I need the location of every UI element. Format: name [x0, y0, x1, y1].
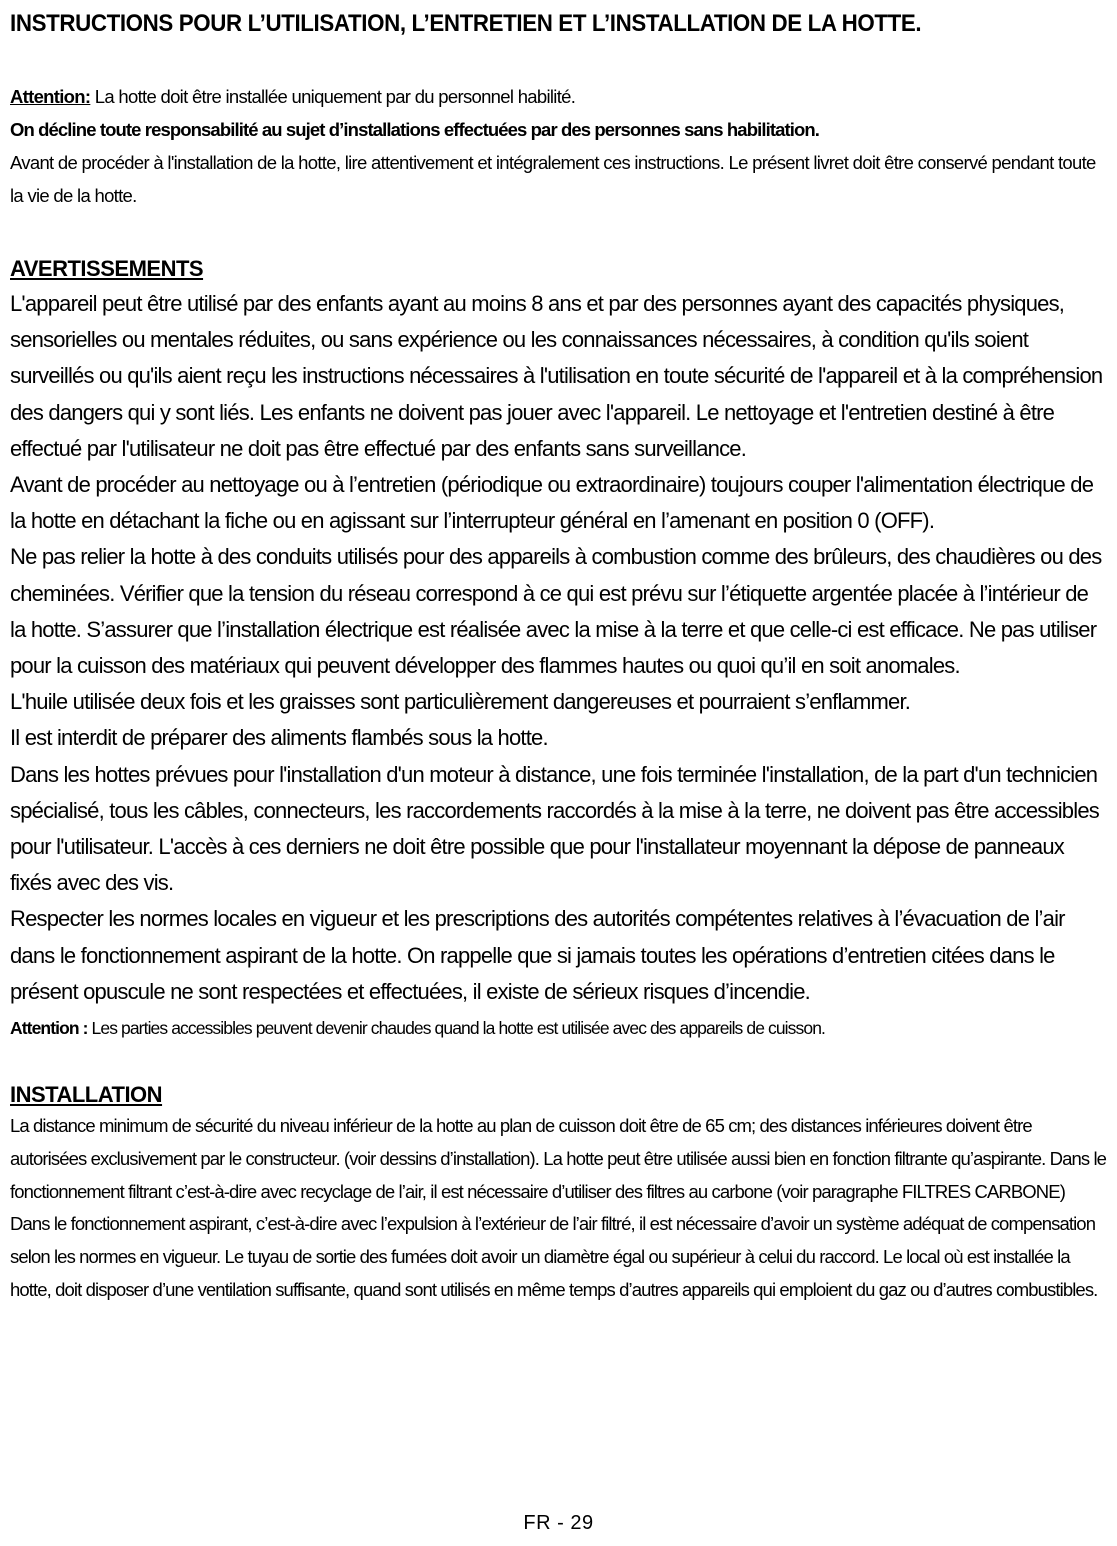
warning-paragraph: Avant de procéder au nettoyage ou à l’entretien (périodique ou extraordinaire) toujours couper l'alimentation électrique de la hotte en détachant la fiche ou en agissant sur l’interrupteur général en l’amenant en position 0 (OFF). [10, 472, 1094, 534]
installation-text: La distance minimum de sécurité du niveau inférieur de la hotte au plan de cuisson doit être de 65 cm; des distances inférieures doivent être autorisées exclusivement par le constructeur. (voir dessins d’installation). La hotte peut être utilisée aussi bien en fonction filtrante qu’aspirante. Dans le fonctionnement filtrant c’est-à-dire avec recyclage de l’air, il est nécessaire d’utiliser des filtres au carbone (voir paragraphe FILTRES CARBONE) Dans le fonctionnement aspirant, c’est-à-dire avec l’expulsion à l’extérieur de l’air filtré, il est nécessaire d’avoir un système adéquat de compensation selon les normes en vigueur. Le tuyau de sortie des fumées doit avoir un diamètre égal ou supérieur à celui du raccord. Le local où est installée la hotte, doit disposer d’une ventilation suffisante, quand sont utilisés en même temps d’autres appareils qui emploient du gaz ou d’autres combustibles. [10, 1115, 1107, 1301]
warning-paragraph: Ne pas relier la hotte à des conduits utilisés pour des appareils à combustion comme des brûleurs, des chaudières ou des cheminées. Vérifier que la tension du réseau correspond à ce qui est prévu sur l’étiquette argentée placée à l’intérieur de la hotte. S’assurer que l’installation électrique est réalisée avec la mise à la terre et que celle-ci est efficace. Ne pas utiliser pour la cuisson des matériaux qui peuvent développer des flammes hautes ou quoi qu’il en soit anomales. [10, 544, 1102, 679]
attention-text: La hotte doit être installée uniquement par du personnel habilité. [90, 86, 576, 107]
warning-paragraph: Il est interdit de préparer des aliments flambés sous la hotte. [10, 725, 548, 751]
warning-paragraph: Respecter les normes locales en vigueur et les prescriptions des autorités compétentes relatives à l’évacuation de l’air dans le fonctionnement aspirant de la hotte. On rappelle que si jamais toutes les opérations d’entretien citées dans le présent opuscule ne sont respectées et effectuées, il existe de sérieux risques d’incendie. [10, 906, 1065, 1004]
hot-parts-label: Attention : [10, 1018, 88, 1039]
reading-note: Avant de procéder à l'installation de la hotte, lire attentivement et intégralement ces instructions. Le présent livret doit être conservé pendant toute la vie de la hotte. [10, 152, 1096, 206]
installation-heading: INSTALLATION [10, 1082, 163, 1108]
attention-label: Attention: [10, 86, 91, 107]
warnings-section [10, 286, 1108, 1046]
warnings-heading: AVERTISSEMENTS [10, 256, 204, 281]
attention-line [10, 80, 1108, 113]
disclaimer-text: On décline toute responsabilité au sujet d’installations effectuées par des personnes sans habilitation. [10, 119, 820, 140]
hot-parts-text: Les parties accessibles peuvent devenir chaudes quand la hotte est utilisée avec des appareils de cuisson. [87, 1018, 825, 1039]
warning-paragraph: L'huile utilisée deux fois et les graisses sont particulièrement dangereuses et pourraient s’enflammer. [10, 689, 911, 715]
manual-page [10, 8, 1108, 1307]
hot-parts-warning [10, 1010, 1108, 1046]
warning-paragraph: Dans les hottes prévues pour l'installation d'un moteur à distance, une fois terminée l'installation, de la part d'un technicien spécialisé, tous les câbles, connecteurs, les raccordements raccordés à la mise à la terre, ne doivent pas être accessibles pour l'utilisateur. L'accès à ces derniers ne doit être possible que pour l'installateur moyennant la dépose de panneaux fixés avec des vis. [10, 761, 1099, 896]
page-number: FR - 29 [523, 1512, 594, 1534]
intro-block [10, 80, 1108, 212]
warning-paragraph: L'appareil peut être utilisé par des enfants ayant au moins 8 ans et par des personnes ayant des capacités physiques, sensorielles ou mentales réduites, ou sans expérience ou les connaissances nécessaires, à condition qu'ils soient surveillés ou qu'ils aient reçu les instructions nécessaires à l'utilisation en toute sécurité de l'appareil et à la compréhension des dangers qui y sont liés. Les enfants ne doivent pas jouer avec l'appareil. Le nettoyage et l'entretien destiné à être effectué par l'utilisateur ne doit pas être effectué par des enfants sans surveillance. [10, 291, 1103, 461]
installation-section [10, 1110, 1108, 1307]
page-title: INSTRUCTIONS POUR L’UTILISATION, L’ENTRETIEN ET L’INSTALLATION DE LA HOTTE. [10, 10, 922, 37]
